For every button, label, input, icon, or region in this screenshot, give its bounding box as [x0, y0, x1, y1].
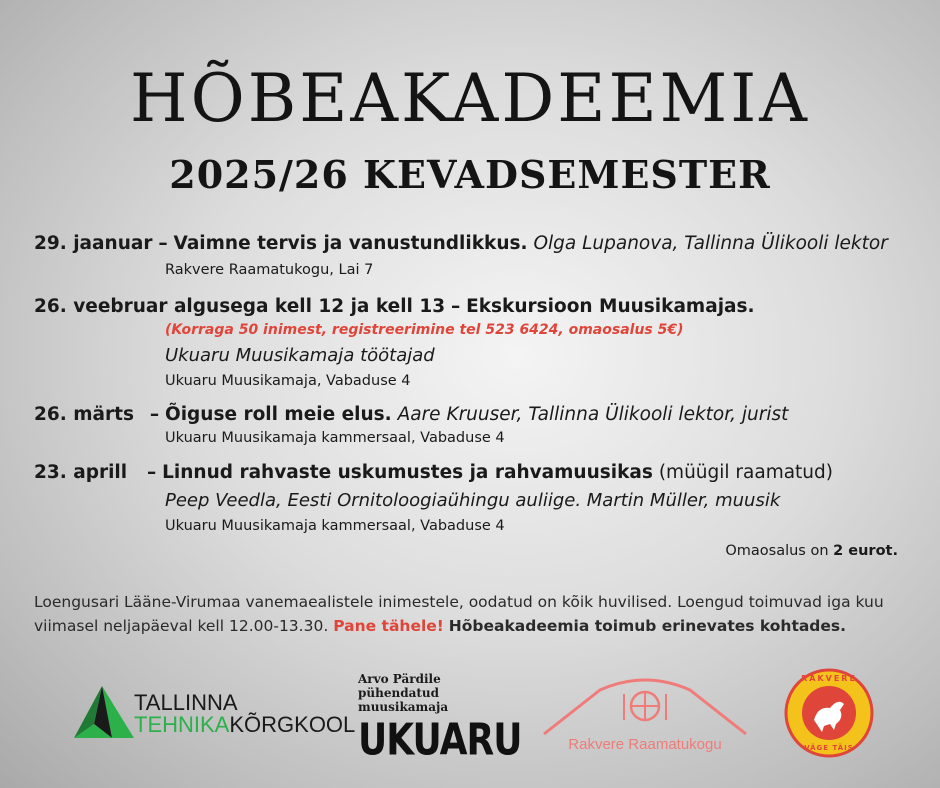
info-text: Loengusari Lääne-Virumaa vanemaealistele inimestele, oodatud on kõik huvilised. Loengud toimuvad iga kuu viimasel neljapäeval kell 12.00-13.30. [34, 593, 884, 635]
event-2-location: Ukuaru Muusikamaja, Vabaduse 4 [165, 373, 411, 389]
info-notice: Pane tähele! [333, 617, 444, 635]
event-date: 29. jaanuar [34, 233, 153, 254]
ukuaru-tagline2: muusikamaja [358, 700, 449, 714]
event-2 [34, 296, 755, 317]
event-topic: Õiguse roll meie elus. [164, 404, 392, 425]
rakvere-top-text: RAKVERE [801, 674, 857, 683]
ttk-line1: TALLINNA [134, 690, 238, 715]
event-1 [34, 233, 888, 254]
event-topic: Linnud rahvaste uskumustes ja rahvamuusikas [162, 462, 653, 483]
event-dash: – [158, 233, 168, 254]
price-text: Omaosalus on [725, 543, 834, 559]
ttk-line2b: KÕRGKOOL [229, 712, 356, 737]
page-title: HÕBEAKADEEMIA [130, 60, 810, 137]
event-3-location: Ukuaru Muusikamaja kammersaal, Vabaduse 4 [165, 430, 505, 446]
rakvere-badge [784, 668, 874, 758]
library-logo-icon [540, 676, 750, 738]
event-1-location: Rakvere Raamatukogu, Lai 7 [165, 262, 374, 278]
ttk-logo [72, 684, 356, 744]
price-note [725, 543, 898, 559]
page-subtitle: 2025/26 KEVADSEMESTER [169, 152, 771, 197]
ttk-logo-icon [72, 684, 136, 740]
event-dash: – [450, 296, 461, 317]
event-date: 23. aprill [34, 462, 128, 483]
ttk-line2 [134, 712, 355, 738]
info-emphasis: Hõbeakadeemia toimub erinevates kohtades. [448, 617, 847, 635]
ukuaru-logo [358, 672, 522, 766]
event-topic: Ekskursioon Muusikamajas. [466, 296, 755, 317]
event-3 [34, 404, 788, 425]
ukuaru-name: UKUARU [358, 716, 522, 766]
event-4-speaker: Peep Veedla, Eesti Ornitoloogiaühingu auliige. Martin Müller, muusik [165, 490, 781, 511]
event-topic: Vaimne tervis ja vanustundlikkus. [173, 233, 528, 254]
library-logo [540, 676, 750, 758]
library-name: Rakvere Raamatukogu [568, 736, 722, 753]
event-dash: – [146, 462, 157, 483]
event-dash: – [149, 404, 160, 425]
event-date: 26. märts [34, 404, 134, 425]
event-speaker: Olga Lupanova, Tallinna Ülikooli lektor [533, 233, 888, 254]
info-paragraph [34, 590, 914, 638]
price-amount: 2 eurot. [833, 543, 898, 559]
event-date: 26. veebruar algusega kell 12 ja kell 13 [34, 296, 446, 317]
ukuaru-tagline1: Arvo Pärdile pühendatud [358, 672, 441, 700]
event-extra: (müügil raamatud) [658, 462, 833, 483]
event-speaker: Aare Kruuser, Tallinna Ülikooli lektor, jurist [397, 404, 789, 425]
event-4-location: Ukuaru Muusikamaja kammersaal, Vabaduse 4 [165, 518, 505, 534]
rakvere-bottom-text: VÄGE TÄIS [804, 744, 854, 752]
event-2-note: (Korraga 50 inimest, registreerimine tel 523 6424, omaosalus 5€) [165, 322, 684, 338]
ttk-line2a: TEHNIKA [134, 712, 230, 737]
event-4 [34, 462, 833, 483]
event-2-speaker: Ukuaru Muusikamaja töötajad [165, 345, 435, 366]
